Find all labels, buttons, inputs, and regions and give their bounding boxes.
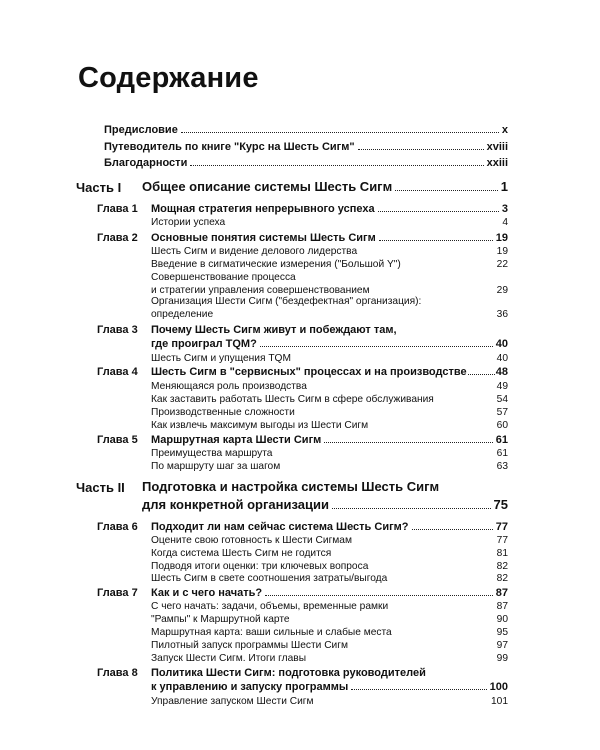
toc-title: Преимущества маршрута <box>151 448 273 459</box>
toc-title: Как извлечь максимум выгоды из Шести Сигм <box>151 420 369 431</box>
toc-title: Оцените свою готовность к Шести Сигмам <box>151 535 352 546</box>
chapter-label: Глава 4 <box>97 366 138 378</box>
toc-title-cont: для конкретной организации <box>142 497 329 512</box>
toc-page: 87 <box>495 587 508 599</box>
toc-title: "Рампы" к Маршрутной карте <box>151 614 290 625</box>
toc-page: 82 <box>496 561 508 572</box>
toc-page: xxiii <box>486 157 508 169</box>
toc-title: Производственные сложности <box>151 407 295 418</box>
toc-page: 29 <box>496 285 508 296</box>
toc-title: Основные понятия системы Шесть Сигм <box>151 232 376 244</box>
toc-sub-8-1[interactable] <box>151 696 508 707</box>
toc-sub-4-1[interactable] <box>151 381 508 392</box>
toc-sub-2-3a[interactable] <box>151 272 508 283</box>
toc-sub-2-1[interactable] <box>151 246 508 257</box>
toc-title: Введение в сигматические измерения ("Большой Y") <box>151 259 401 270</box>
toc-title: Почему Шесть Сигм живут и побеждают там, <box>151 324 397 336</box>
part-label: Часть II <box>76 480 125 495</box>
toc-title: По маршруту шаг за шагом <box>151 461 281 472</box>
toc-title: Как и с чего начать? <box>151 587 263 599</box>
toc-sub-7-1[interactable] <box>151 601 508 612</box>
toc-sub-5-2[interactable] <box>151 461 508 472</box>
toc-sub-2-4a[interactable] <box>151 296 508 307</box>
toc-title-cont: определение <box>151 309 214 320</box>
toc-sub-2-4b[interactable] <box>151 309 508 320</box>
chapter-label: Глава 7 <box>97 587 138 599</box>
toc-chapter-7[interactable] <box>151 587 508 599</box>
toc-sub-3-1[interactable] <box>151 353 508 364</box>
toc-title: Совершенствование процесса <box>151 272 296 283</box>
toc-page: 87 <box>496 601 508 612</box>
toc-title: Как заставить работать Шесть Сигм в сфере обслуживания <box>151 394 434 405</box>
toc-page: 61 <box>495 434 508 446</box>
chapter-label: Глава 2 <box>97 232 138 244</box>
toc-front-thanks[interactable] <box>104 157 508 169</box>
toc-sub-2-3b[interactable] <box>151 285 508 296</box>
toc-title: Истории успеха <box>151 217 226 228</box>
toc-chapter-8b[interactable] <box>151 681 508 693</box>
toc-title: Меняющаяся роль производства <box>151 381 307 392</box>
toc-sub-4-3[interactable] <box>151 407 508 418</box>
toc-page: 77 <box>496 535 508 546</box>
chapter-label: Глава 1 <box>97 203 138 215</box>
toc-title: Мощная стратегия непрерывного успеха <box>151 203 375 215</box>
toc-title: Пилотный запуск программы Шести Сигм <box>151 640 348 651</box>
toc-front-preface[interactable] <box>104 124 508 136</box>
toc-page: 61 <box>496 448 508 459</box>
toc-title: Управление запуском Шести Сигм <box>151 696 314 707</box>
toc-title: Когда система Шесть Сигм не годится <box>151 548 332 559</box>
part-label: Часть I <box>76 180 122 195</box>
toc-page: x <box>501 124 508 136</box>
toc-title: Политика Шести Сигм: подготовка руководителей <box>151 667 426 679</box>
toc-sub-6-3[interactable] <box>151 561 508 572</box>
toc-sub-5-1[interactable] <box>151 448 508 459</box>
toc-page: 19 <box>495 232 508 244</box>
toc-title-cont: и стратегии управления совершенствованием <box>151 285 370 296</box>
page-title: Содержание <box>78 62 259 94</box>
toc-page: 40 <box>495 338 508 350</box>
toc-title-cont: к управлению и запуску программы <box>151 681 349 693</box>
toc-title: Общее описание системы Шесть Сигм <box>142 179 393 194</box>
toc-chapter-4[interactable] <box>151 366 508 378</box>
toc-page: 40 <box>496 353 508 364</box>
toc-page: xviii <box>486 141 508 153</box>
toc-page: 22 <box>496 259 508 270</box>
chapter-label: Глава 5 <box>97 434 138 446</box>
chapter-label: Глава 6 <box>97 521 138 533</box>
toc-part-2a[interactable] <box>142 480 508 494</box>
toc-page: 75 <box>493 497 508 512</box>
toc-sub-6-1[interactable] <box>151 535 508 546</box>
toc-chapter-2[interactable] <box>151 232 508 244</box>
chapter-label: Глава 3 <box>97 324 138 336</box>
toc-title: Путеводитель по книге "Курс на Шесть Сигм" <box>104 141 355 153</box>
toc-chapter-5[interactable] <box>151 434 508 446</box>
chapter-label: Глава 8 <box>97 667 138 679</box>
toc-title: Подходит ли нам сейчас система Шесть Сигм? <box>151 521 409 533</box>
toc-title: Шесть Сигм и видение делового лидерства <box>151 246 358 257</box>
toc-page: 77 <box>495 521 508 533</box>
toc-page: 99 <box>496 653 508 664</box>
toc-page: 3 <box>501 203 508 215</box>
toc-page: 60 <box>496 420 508 431</box>
toc-title: Шесть Сигм и упущения TQM <box>151 353 291 364</box>
toc-page: 63 <box>496 461 508 472</box>
toc-sub-7-3[interactable] <box>151 627 508 638</box>
toc-page: 90 <box>496 614 508 625</box>
toc-page: 54 <box>496 394 508 405</box>
toc-page: 1 <box>500 179 508 194</box>
toc-chapter-6[interactable] <box>151 521 508 533</box>
toc-title: Шесть Сигм в свете соотношения затраты/выгода <box>151 573 388 584</box>
toc-chapter-3a[interactable] <box>151 324 508 336</box>
toc-sub-4-2[interactable] <box>151 394 508 405</box>
toc-title: Шесть Сигм в "сервисных" процессах и на производстве <box>151 366 467 378</box>
toc-page: 57 <box>496 407 508 418</box>
toc-title: Благодарности <box>104 157 188 169</box>
toc-page: 100 <box>489 681 508 693</box>
toc-chapter-1[interactable] <box>151 203 508 215</box>
toc-title: Организация Шести Сигм ("бездефектная" организация): <box>151 296 422 307</box>
toc-title: Подготовка и настройка системы Шесть Сигм <box>142 479 440 494</box>
toc-front-guide[interactable] <box>104 141 508 153</box>
toc-page: 101 <box>491 696 508 707</box>
toc-chapter-3b[interactable] <box>151 338 508 350</box>
toc-title: Запуск Шести Сигм. Итоги главы <box>151 653 307 664</box>
toc-page: 19 <box>496 246 508 257</box>
toc-title: С чего начать: задачи, объемы, временные рамки <box>151 601 389 612</box>
toc-chapter-8a[interactable] <box>151 667 508 679</box>
toc-page: 95 <box>496 627 508 638</box>
toc-title: Подводя итоги оценки: три ключевых вопроса <box>151 561 369 572</box>
toc-page: 36 <box>496 309 508 320</box>
toc-sub-6-4[interactable] <box>151 573 508 584</box>
toc-part-1[interactable] <box>142 180 508 194</box>
toc-page: 82 <box>496 573 508 584</box>
toc-title: Предисловие <box>104 124 178 136</box>
toc-page: 97 <box>496 640 508 651</box>
toc-sub-6-2[interactable] <box>151 548 508 559</box>
toc-title: Маршрутная карта Шести Сигм <box>151 434 322 446</box>
toc-sub-7-4[interactable] <box>151 640 508 651</box>
toc-sub-7-2[interactable] <box>151 614 508 625</box>
toc-sub-2-2[interactable] <box>151 259 508 270</box>
toc-part-2b[interactable] <box>142 498 508 512</box>
toc-page: 49 <box>496 381 508 392</box>
toc-sub-7-5[interactable] <box>151 653 508 664</box>
toc-title-cont: где проиграл TQM? <box>151 338 257 350</box>
toc-page: 4 <box>502 217 508 228</box>
toc-page: 48 <box>495 366 508 378</box>
toc-title: Маршрутная карта: ваши сильные и слабые места <box>151 627 392 638</box>
toc-sub-1-1[interactable] <box>151 217 508 228</box>
toc-sub-4-4[interactable] <box>151 420 508 431</box>
toc-page: 81 <box>496 548 508 559</box>
